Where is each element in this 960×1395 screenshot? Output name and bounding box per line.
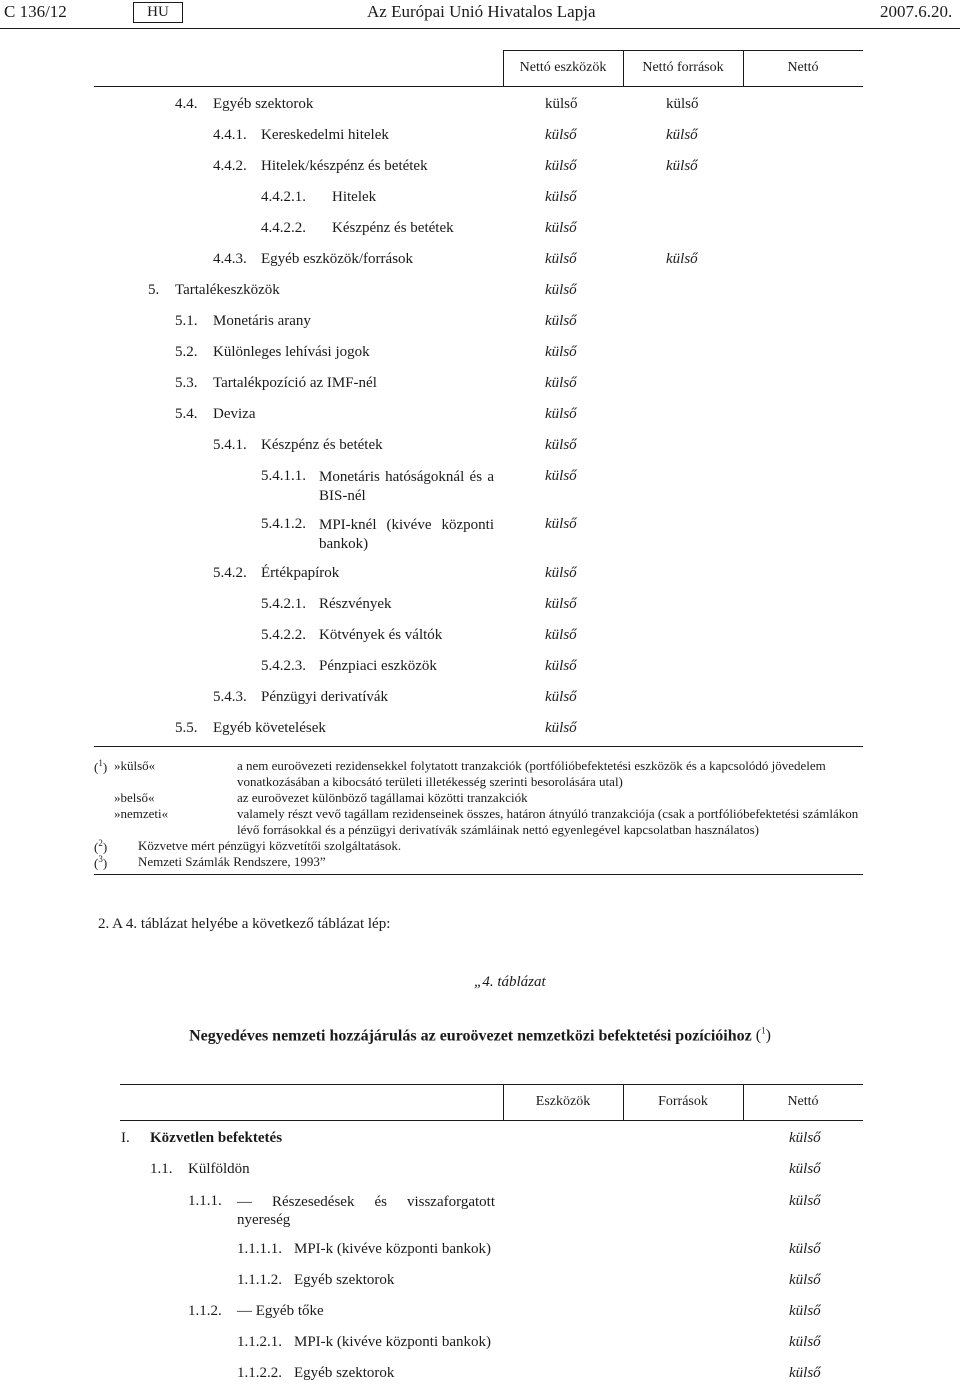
row-label: Egyéb eszközök/források (261, 251, 414, 267)
row-label: Különleges lehívási jogok (213, 344, 370, 360)
row-number: 4.4.2.2. (261, 220, 306, 236)
table2-header-rule (120, 1120, 863, 1121)
cell-net-liabilities: külső (666, 158, 698, 174)
row-label: Hitelek/készpénz és betétek (261, 158, 428, 174)
cell-net: külső (789, 1241, 821, 1257)
table-title-text: Negyedéves nemzeti hozzájárulás az euroövezet nemzetközi befektetési pozícióihoz (189, 1027, 752, 1045)
cell-net: külső (789, 1303, 821, 1319)
footnote-definition: az euroövezet különböző tagállamai közötti tranzakciók (237, 790, 528, 805)
cell-net-assets: külső (545, 596, 577, 612)
row-number: 1.1.2.2. (237, 1365, 282, 1381)
cell-net-assets: külső (545, 313, 577, 329)
cell-net-liabilities: külső (666, 96, 699, 112)
row-number: 5.4.2. (213, 565, 247, 581)
row-label: Kereskedelmi hitelek (261, 127, 389, 143)
publication-date: 2007.6.20. (880, 2, 953, 21)
table2-col-header-net: Nettó (787, 1094, 819, 1109)
table-title-footnote-ref: 1 (761, 1026, 766, 1036)
table2-col-header-liabilities: Források (658, 1094, 708, 1109)
footnote-marker: ($^2$) (94, 838, 108, 855)
row-label: Pénzpiaci eszközök (319, 658, 437, 674)
footnote-term: »külső« (114, 758, 156, 773)
cell-net-assets: külső (545, 344, 577, 360)
row-number: 5.4.1.1. (261, 468, 306, 484)
footnote-marker: ($^3$) (94, 854, 108, 871)
row-label: Monetáris hatóságoknál és a BIS-nél (319, 469, 494, 504)
row-number: 5.4.2.1. (261, 596, 306, 612)
row-number: 4.4.3. (213, 251, 247, 267)
cell-net-assets: külső (545, 565, 577, 581)
row-number: 5.4.2.2. (261, 627, 306, 643)
row-label: Egyéb szektorok (294, 1272, 395, 1288)
footnote-bottom-rule (94, 874, 863, 875)
table-title: Negyedéves nemzeti hozzájárulás az euroövezet nemzetközi befektetési pozícióihoz ($^1$) (189, 1026, 771, 1045)
row-number: 1.1.2. (188, 1303, 222, 1319)
row-label: Készpénz és betétek (332, 220, 454, 236)
row-label: Egyéb szektorok (294, 1365, 395, 1381)
cell-net-assets: külső (545, 189, 577, 205)
cell-net-assets: külső (545, 720, 577, 736)
cell-net: külső (789, 1193, 821, 1209)
row-label: — Egyéb tőke (237, 1303, 324, 1319)
row-label: Kötvények és váltók (319, 627, 443, 643)
row-number: 5.4.1. (213, 437, 247, 453)
table1-col-header-net: Nettó (787, 60, 819, 75)
footnote-term: »belső« (114, 790, 155, 805)
journal-title: Az Európai Unió Hivatalos Lapja (367, 2, 596, 21)
cell-net-assets: külső (545, 375, 577, 391)
row-label: Értékpapírok (261, 565, 340, 581)
footnote-definition: a nem euroövezeti rezidensekkel folytatott tranzakciók (portfólióbefektetési eszközök és a kapcsolódó jövedelem vonatkozásában a kibocsátó területi illetékesség szerinti besorolására utal) (237, 758, 826, 789)
row-number: 5. (148, 282, 160, 298)
row-label: Tartalékpozíció az IMF-nél (213, 375, 377, 391)
cell-net: külső (789, 1161, 821, 1177)
row-label: Egyéb szektorok (213, 96, 314, 112)
row-label: Tartalékeszközök (175, 282, 280, 298)
row-number: 4.4.2. (213, 158, 247, 174)
row-number: 5.4.1.2. (261, 516, 306, 532)
row-label: Készpénz és betétek (261, 437, 383, 453)
row-number: 5.5. (175, 720, 198, 736)
cell-net-assets: külső (545, 282, 577, 298)
footnote-text: Közvetve mért pénzügyi közvetítői szolgáltatások. (138, 838, 402, 853)
row-number: 1.1.1.1. (237, 1241, 282, 1257)
row-label: Közvetlen befektetés (150, 1130, 283, 1146)
cell-net-assets: külső (545, 158, 577, 174)
row-number: 1.1.1. (188, 1193, 222, 1209)
row-label: Egyéb követelések (213, 720, 326, 736)
row-number: 4.4. (175, 96, 198, 112)
cell-net-assets: külső (545, 406, 577, 422)
row-label: MPI-k (kivéve központi bankok) (294, 1241, 492, 1257)
cell-net-assets: külső (545, 516, 577, 532)
table1-col-header-net-liabilities: Nettó források (642, 60, 724, 75)
row-number: 4.4.1. (213, 127, 247, 143)
footnote-text: Nemzeti Számlák Rendszere, 1993” (138, 854, 326, 869)
table1-top-rule (503, 50, 863, 51)
footnote-term: »nemzeti« (114, 806, 169, 821)
row-number: 5.4.3. (213, 689, 247, 705)
footnote-definition: valamely részt vevő tagállam rezidenseinek összes, határon átnyúló tranzakciója (csak a portfólióbefektetési számlákon lévő forrásokkal és a pénzügyi derivatívák számláinak nettó egyenlegével kapcsolatban használatos) (237, 806, 859, 837)
cell-net: külső (789, 1365, 821, 1381)
row-label: Deviza (213, 406, 256, 422)
page-reference: C 136/12 (4, 2, 67, 21)
cell-net-liabilities: külső (666, 127, 698, 143)
row-number: 1.1. (150, 1161, 173, 1177)
table1-bottom-rule (94, 746, 863, 747)
cell-net-assets: külső (545, 468, 577, 484)
row-label: Hitelek (332, 189, 377, 205)
footnote-marker: ($^1$) (94, 758, 108, 775)
cell-net-liabilities: külső (666, 251, 698, 267)
row-number: 1.1.1.2. (237, 1272, 282, 1288)
row-label: MPI-k (kivéve központi bankok) (294, 1334, 492, 1350)
cell-net: külső (789, 1272, 821, 1288)
table2-col-header-assets: Eszközök (535, 1094, 591, 1109)
row-number: I. (121, 1130, 130, 1146)
cell-net-assets: külső (545, 627, 577, 643)
row-number: 5.1. (175, 313, 198, 329)
row-number: 4.4.2.1. (261, 189, 306, 205)
table2-top-rule (120, 1084, 863, 1085)
cell-net-assets: külső (545, 96, 578, 112)
cell-net-assets: külső (545, 689, 577, 705)
row-number: 5.2. (175, 344, 198, 360)
cell-net-assets: külső (545, 658, 577, 674)
row-label: Külföldön (188, 1161, 250, 1177)
cell-net-assets: külső (545, 251, 577, 267)
header-rule (0, 28, 960, 29)
row-label: Részvények (319, 596, 392, 612)
row-label: Monetáris arany (213, 313, 311, 329)
row-number: 5.4.2.3. (261, 658, 306, 674)
table-reference: „4. táblázat (474, 974, 546, 990)
table1-header-rule (94, 86, 863, 87)
language-code-box: HU (133, 2, 183, 23)
cell-net-assets: külső (545, 220, 577, 236)
cell-net: külső (789, 1334, 821, 1350)
row-number: 5.4. (175, 406, 198, 422)
cell-net: külső (789, 1130, 821, 1146)
row-label: — Részesedések és visszaforgatott nyereség (237, 1194, 495, 1228)
instruction-text: 2. A 4. táblázat helyébe a következő táblázat lép: (98, 916, 391, 932)
row-label: MPI-knél (kivéve központi bankok) (319, 517, 494, 552)
row-number: 1.1.2.1. (237, 1334, 282, 1350)
row-label: Pénzügyi derivatívák (261, 689, 389, 705)
table1-col-header-net-assets: Nettó eszközök (519, 60, 607, 75)
cell-net-assets: külső (545, 437, 577, 453)
cell-net-assets: külső (545, 127, 577, 143)
row-number: 5.3. (175, 375, 198, 391)
